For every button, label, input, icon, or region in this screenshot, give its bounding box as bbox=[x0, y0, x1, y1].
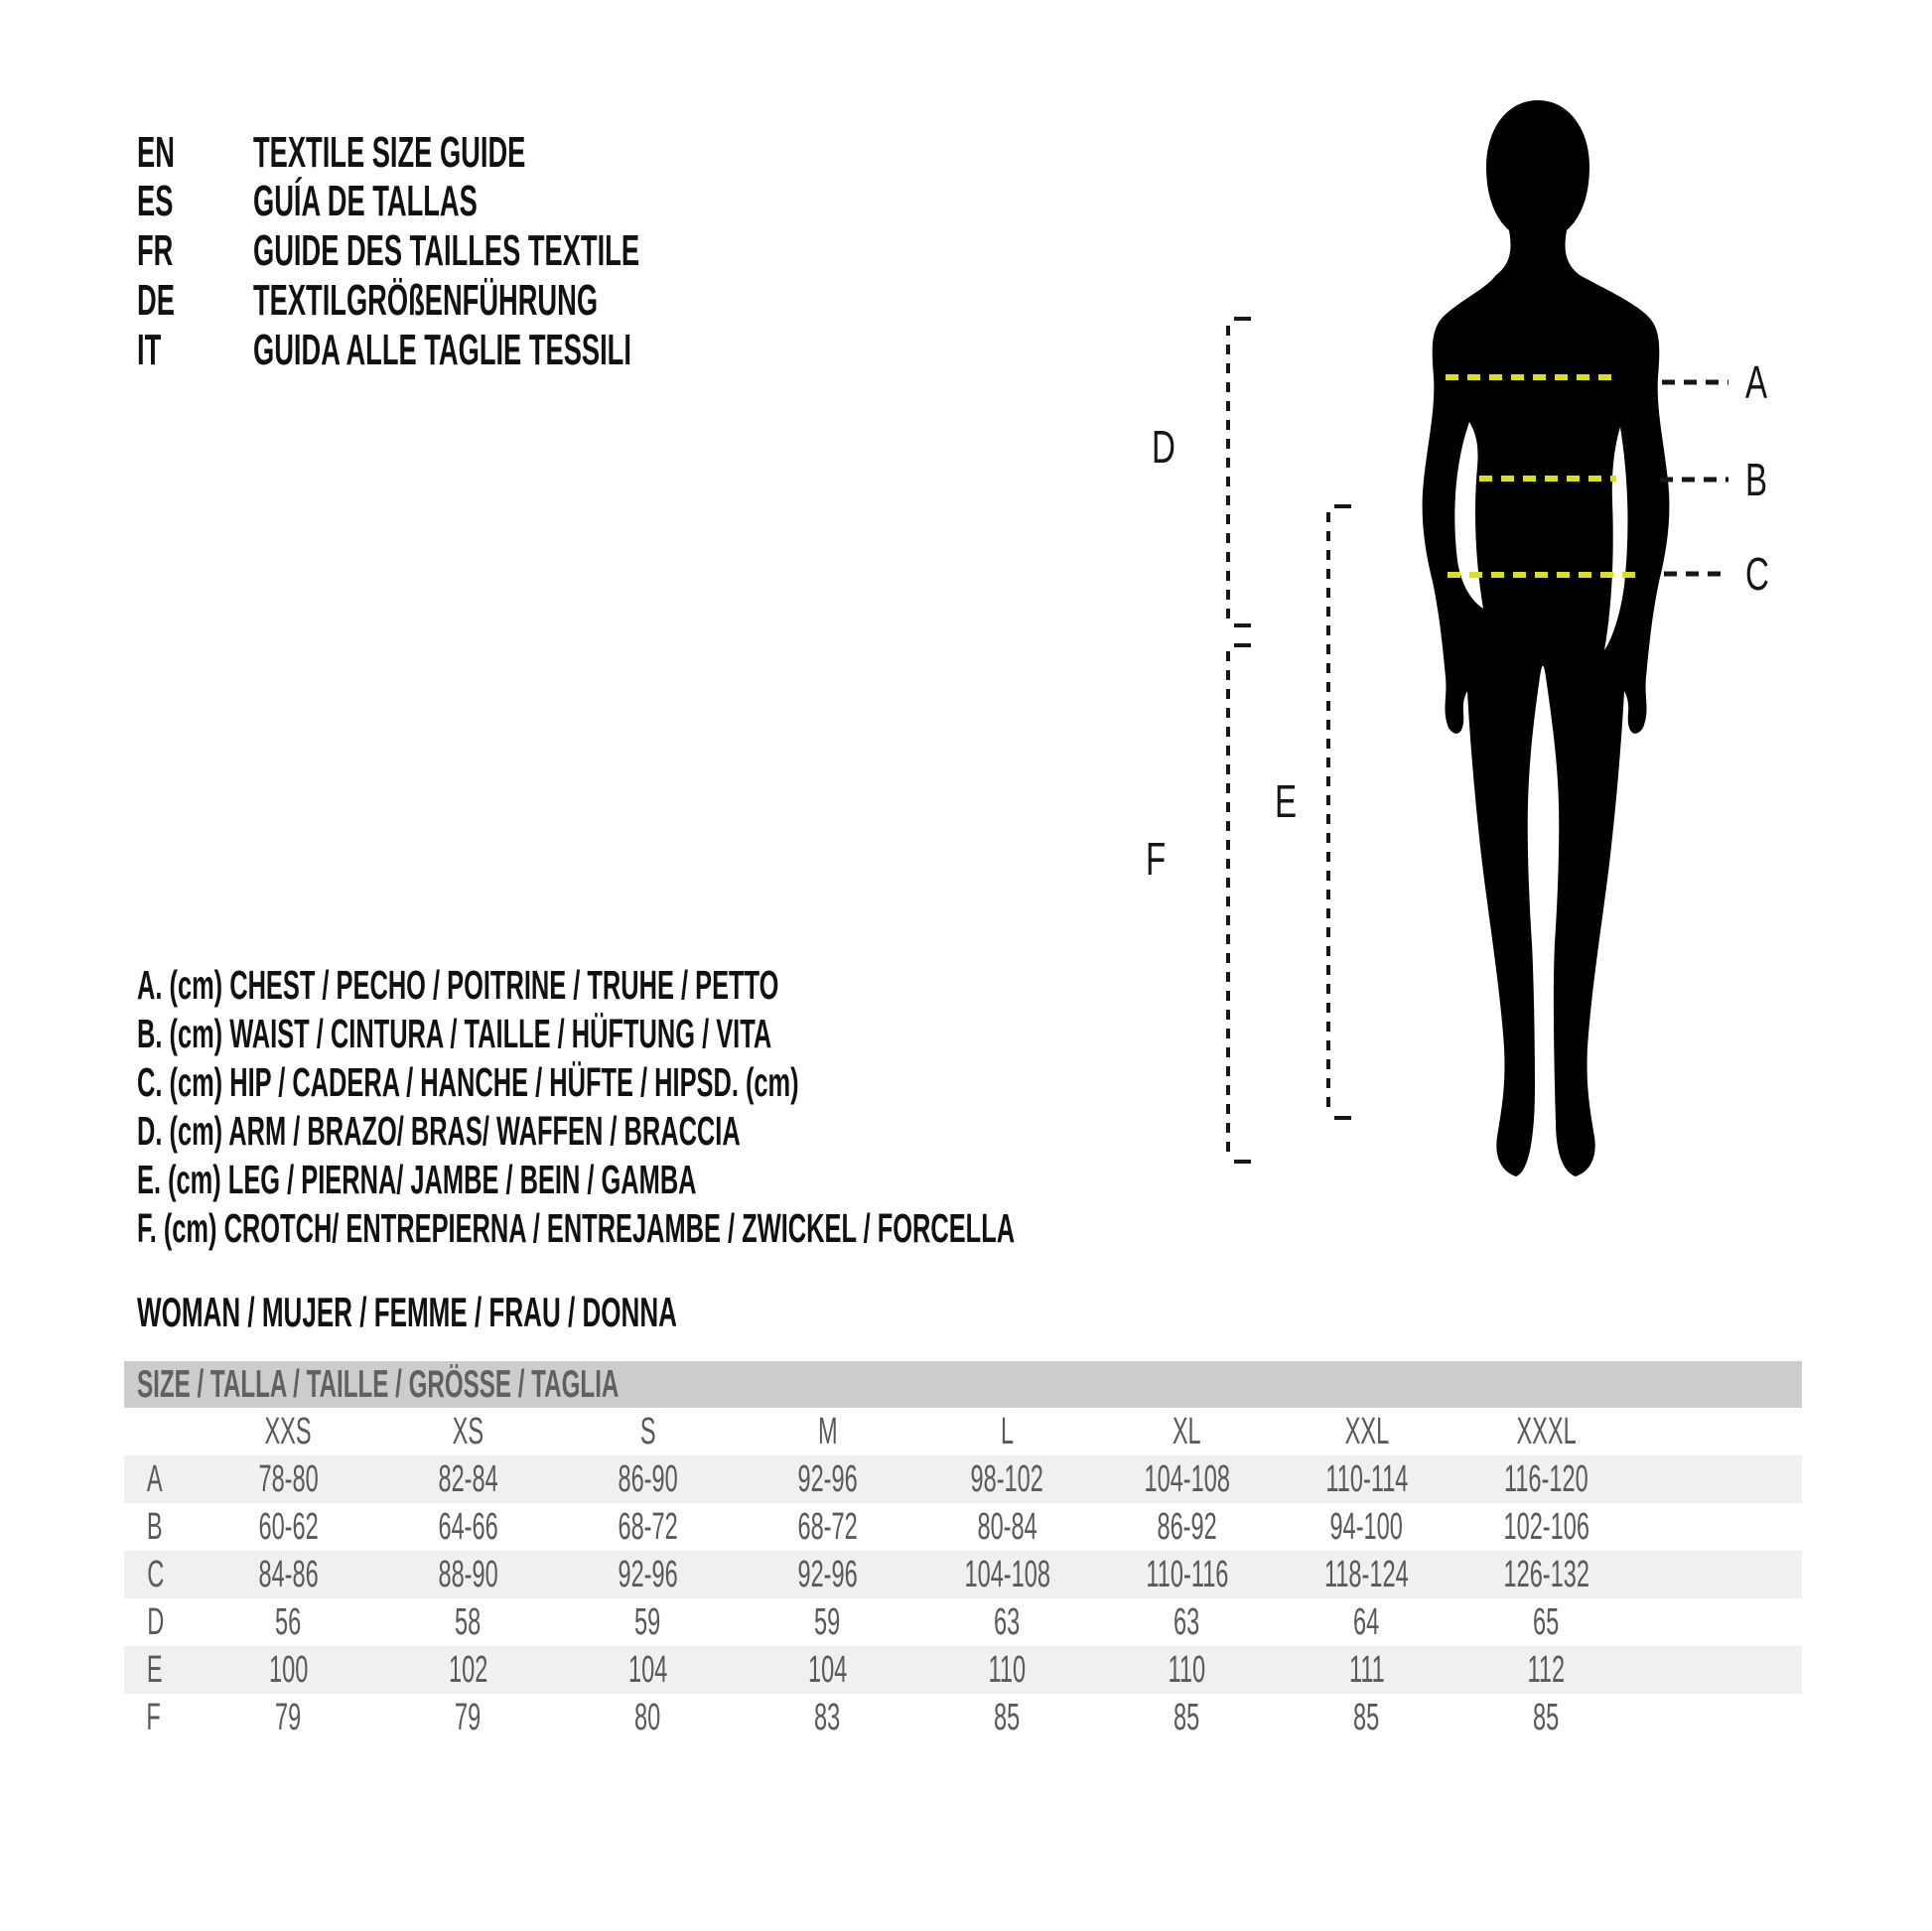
legend-line-arm: D. (cm) ARM / BRAZO/ BRAS/ WAFFEN / BRACCIA bbox=[137, 1108, 741, 1154]
size-band-title: SIZE / TALLA / TAILLE / GRÖSSE / TAGLIA bbox=[137, 1363, 620, 1406]
size-value: 68-72 bbox=[797, 1506, 858, 1548]
woman-silhouette-icon bbox=[1423, 100, 1670, 1176]
gender-heading: WOMAN / MUJER / FEMME / FRAU / DONNA bbox=[137, 1289, 677, 1335]
size-value: 110 bbox=[1168, 1649, 1206, 1691]
measurement-diagram bbox=[1142, 89, 1837, 1191]
size-column-header: L bbox=[1000, 1411, 1015, 1452]
row-filler bbox=[1636, 1503, 1802, 1551]
label-hip-C: C bbox=[1745, 548, 1769, 600]
size-value: 86-90 bbox=[618, 1458, 678, 1500]
size-value: 110-116 bbox=[1146, 1554, 1228, 1595]
size-value: 63 bbox=[1173, 1601, 1200, 1643]
guide-title: GUIDA ALLE TAGLIE TESSILI bbox=[253, 326, 631, 374]
size-column-header: XXXL bbox=[1516, 1411, 1577, 1452]
size-column-header: S bbox=[639, 1411, 656, 1452]
language-code: EN bbox=[137, 128, 175, 177]
size-row-C bbox=[124, 1551, 1802, 1598]
language-code: FR bbox=[137, 226, 174, 275]
size-table bbox=[124, 1408, 1802, 1741]
label-crotch-F: F bbox=[1146, 833, 1167, 885]
size-value: 88-90 bbox=[438, 1554, 498, 1595]
row-label: C bbox=[147, 1554, 165, 1595]
size-value: 59 bbox=[814, 1601, 841, 1643]
guide-title: TEXTILGRÖßENFÜHRUNG bbox=[253, 276, 599, 325]
size-value: 80-84 bbox=[977, 1506, 1037, 1548]
size-value: 104-108 bbox=[1144, 1458, 1230, 1500]
size-header-row bbox=[124, 1408, 1802, 1455]
language-code: IT bbox=[137, 326, 162, 374]
row-label: D bbox=[147, 1601, 165, 1643]
row-filler bbox=[1636, 1455, 1802, 1503]
size-value: 82-84 bbox=[438, 1458, 498, 1500]
size-value: 92-96 bbox=[618, 1554, 678, 1595]
size-value: 60-62 bbox=[258, 1506, 319, 1548]
size-value: 64-66 bbox=[438, 1506, 498, 1548]
row-filler bbox=[1636, 1646, 1802, 1694]
size-value: 118-124 bbox=[1324, 1554, 1409, 1595]
size-header-filler bbox=[1636, 1408, 1802, 1455]
size-value: 85 bbox=[1353, 1697, 1380, 1738]
size-value: 104-108 bbox=[964, 1554, 1050, 1595]
size-value: 59 bbox=[634, 1601, 661, 1643]
row-filler bbox=[1636, 1694, 1802, 1741]
size-row-F bbox=[124, 1694, 1802, 1741]
size-value: 126-132 bbox=[1503, 1554, 1589, 1595]
size-value: 56 bbox=[275, 1601, 302, 1643]
size-value: 85 bbox=[994, 1697, 1021, 1738]
size-column-header: XXL bbox=[1344, 1411, 1389, 1452]
size-value: 102 bbox=[448, 1649, 488, 1691]
size-value: 110 bbox=[988, 1649, 1027, 1691]
row-label: B bbox=[146, 1506, 163, 1548]
legend-line-leg: E. (cm) LEG / PIERNA/ JAMBE / BEIN / GAMBA bbox=[137, 1157, 697, 1202]
row-label: F bbox=[146, 1697, 161, 1738]
row-label: A bbox=[146, 1458, 163, 1500]
guide-title: TEXTILE SIZE GUIDE bbox=[253, 128, 526, 177]
size-table-grid bbox=[124, 1408, 1802, 1741]
language-code: DE bbox=[137, 276, 175, 325]
size-value: 64 bbox=[1353, 1601, 1380, 1643]
size-value: 83 bbox=[814, 1697, 841, 1738]
size-value: 86-92 bbox=[1157, 1506, 1217, 1548]
size-value: 79 bbox=[275, 1697, 302, 1738]
size-value: 94-100 bbox=[1329, 1506, 1404, 1548]
size-value: 58 bbox=[455, 1601, 482, 1643]
guide-title: GUÍA DE TALLAS bbox=[253, 177, 478, 225]
size-value: 104 bbox=[627, 1649, 668, 1691]
measurement-diagram-svg bbox=[1142, 89, 1837, 1191]
size-value: 85 bbox=[1173, 1697, 1200, 1738]
size-row-D bbox=[124, 1598, 1802, 1646]
label-leg-E: E bbox=[1275, 775, 1298, 827]
legend-line-waist: B. (cm) WAIST / CINTURA / TAILLE / HÜFTUNG / VITA bbox=[137, 1011, 772, 1056]
size-value: 78-80 bbox=[258, 1458, 319, 1500]
size-value: 92-96 bbox=[797, 1554, 858, 1595]
size-column-header: XXS bbox=[264, 1411, 313, 1452]
size-value: 79 bbox=[455, 1697, 482, 1738]
size-value: 112 bbox=[1527, 1649, 1566, 1691]
guide-title: GUIDE DES TAILLES TEXTILE bbox=[253, 226, 640, 275]
size-value: 102-106 bbox=[1503, 1506, 1589, 1548]
size-header-corner bbox=[124, 1408, 199, 1455]
size-column-header: XS bbox=[452, 1411, 484, 1452]
size-row-E bbox=[124, 1646, 1802, 1694]
size-value: 92-96 bbox=[797, 1458, 858, 1500]
label-waist-B: B bbox=[1745, 454, 1768, 505]
size-column-header: XL bbox=[1173, 1411, 1201, 1452]
size-band bbox=[124, 1361, 1802, 1408]
size-value: 63 bbox=[994, 1601, 1021, 1643]
size-value: 100 bbox=[268, 1649, 309, 1691]
size-value: 85 bbox=[1533, 1697, 1560, 1738]
size-value: 80 bbox=[634, 1697, 661, 1738]
size-value: 65 bbox=[1533, 1601, 1560, 1643]
label-chest-A: A bbox=[1745, 356, 1768, 408]
size-value: 111 bbox=[1348, 1649, 1385, 1691]
size-value: 84-86 bbox=[258, 1554, 319, 1595]
size-row-B bbox=[124, 1503, 1802, 1551]
legend-line-hip: C. (cm) HIP / CADERA / HANCHE / HÜFTE / HIPSD. (cm) bbox=[137, 1059, 799, 1105]
row-filler bbox=[1636, 1551, 1802, 1598]
size-row-A bbox=[124, 1455, 1802, 1503]
legend-line-crotch: F. (cm) CROTCH/ ENTREPIERNA / ENTREJAMBE / ZWICKEL / FORCELLA bbox=[137, 1205, 1016, 1251]
row-label: E bbox=[146, 1649, 163, 1691]
size-value: 116-120 bbox=[1504, 1458, 1588, 1500]
size-value: 104 bbox=[807, 1649, 848, 1691]
legend-line-chest: A. (cm) CHEST / PECHO / POITRINE / TRUHE / PETTO bbox=[137, 962, 779, 1008]
row-filler bbox=[1636, 1598, 1802, 1646]
size-column-header: M bbox=[817, 1411, 838, 1452]
size-value: 98-102 bbox=[970, 1458, 1044, 1500]
label-arm-D: D bbox=[1152, 421, 1175, 473]
size-value: 68-72 bbox=[618, 1506, 678, 1548]
language-code: ES bbox=[137, 177, 174, 225]
size-value: 110-114 bbox=[1325, 1458, 1408, 1500]
